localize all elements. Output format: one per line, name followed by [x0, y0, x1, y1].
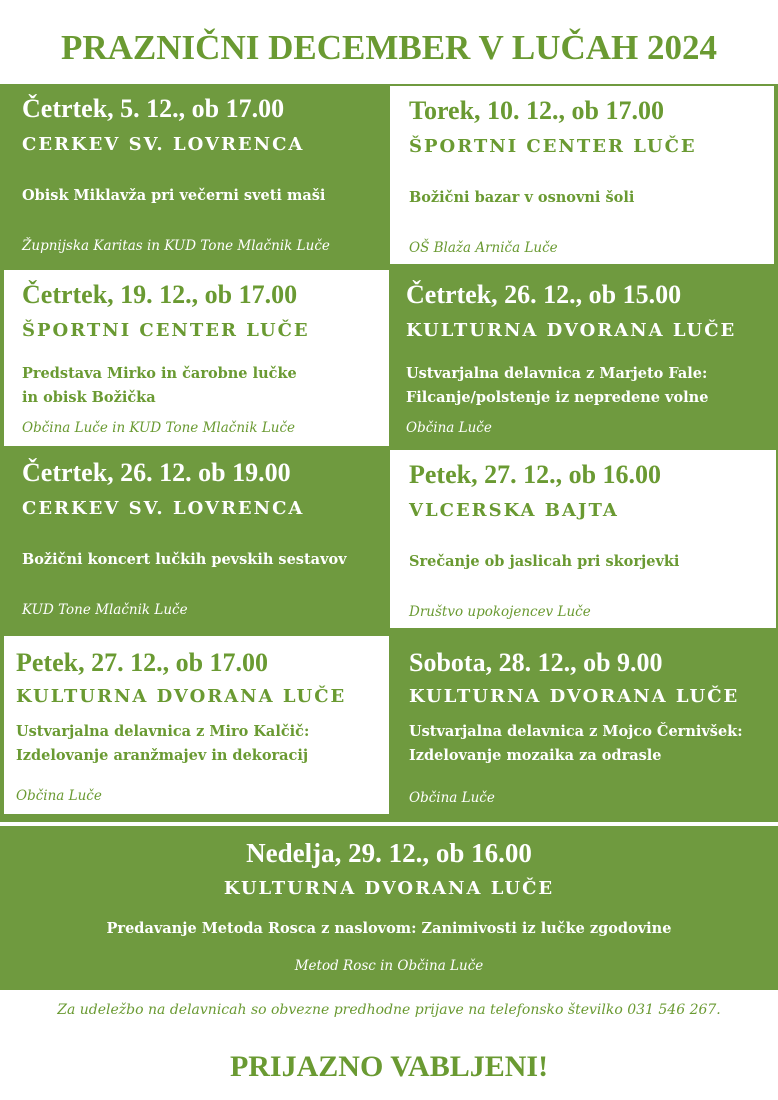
event-organizer: OŠ Blaža Arniča Luče — [409, 240, 558, 256]
final-event-banner — [0, 826, 778, 990]
event-venue: KULTURNA DVORANA LUČE — [406, 320, 737, 341]
event-description: Predstava Mirko in čarobne lučke in obisk Božička — [22, 365, 297, 406]
event-venue: KULTURNA DVORANA LUČE — [409, 686, 740, 707]
event-card — [390, 86, 774, 264]
event-organizer: Društvo upokojencev Luče — [409, 604, 591, 620]
event-description: Obisk Miklavža pri večerni sveti maši — [22, 187, 326, 204]
event-date: Petek, 27. 12., ob 17.00 — [16, 648, 269, 677]
event-date: Četrtek, 5. 12., ob 17.00 — [22, 94, 285, 123]
event-card — [390, 450, 776, 628]
event-organizer: Občina Luče — [409, 790, 495, 806]
closing-invitation: PRIJAZNO VABLJENI! — [229, 1050, 549, 1083]
final-event-organizer: Metod Rosc in Občina Luče — [294, 958, 484, 974]
event-card — [390, 270, 778, 446]
event-venue: ŠPORTNI CENTER LUČE — [22, 320, 310, 341]
registration-note: Za udeležbo na delavnicah so obvezne predhodne prijave na telefonsko številko 031 546 267. — [57, 1002, 721, 1018]
final-event-venue: KULTURNA DVORANA LUČE — [223, 878, 555, 899]
event-date: Četrtek, 26. 12. ob 19.00 — [22, 458, 291, 487]
events-grid — [0, 84, 778, 822]
event-organizer: Občina Luče in KUD Tone Mlačnik Luče — [22, 420, 296, 436]
event-date: Torek, 10. 12., ob 17.00 — [409, 96, 664, 125]
final-event-description: Predavanje Metoda Rosca z naslovom: Zanimivosti iz lučke zgodovine — [106, 920, 672, 937]
event-description: Ustvarjalna delavnica z Mojco Černivšek: Izdelovanje mozaika za odrasle — [409, 723, 743, 764]
event-venue: VLCERSKA BAJTA — [409, 500, 619, 521]
event-date: Petek, 27. 12., ob 16.00 — [409, 460, 662, 489]
event-organizer: Občina Luče — [16, 788, 102, 804]
final-event-date: Nedelja, 29. 12., ob 16.00 — [246, 838, 532, 868]
event-description: Božični bazar v osnovni šoli — [409, 189, 635, 206]
event-card — [0, 84, 388, 264]
event-venue: CERKEV SV. LOVRENCA — [22, 134, 305, 155]
event-venue: ŠPORTNI CENTER LUČE — [409, 136, 697, 157]
event-description: Ustvarjalna delavnica z Marjeto Fale: Filcanje/polstenje iz nepredene volne — [406, 365, 709, 406]
event-description: Srečanje ob jaslicah pri skorjevki — [409, 553, 680, 570]
event-venue: CERKEV SV. LOVRENCA — [22, 498, 305, 519]
event-date: Sobota, 28. 12., ob 9.00 — [409, 648, 663, 677]
event-date: Četrtek, 19. 12., ob 17.00 — [22, 280, 298, 309]
event-description: Ustvarjalna delavnica z Miro Kalčič: Izdelovanje aranžmajev in dekoracij — [16, 723, 310, 764]
event-date: Četrtek, 26. 12., ob 15.00 — [406, 280, 682, 309]
event-description: Božični koncert lučkih pevskih sestavov — [22, 551, 347, 568]
event-card — [4, 270, 389, 446]
event-organizer: Župnijska Karitas in KUD Tone Mlačnik Luče — [22, 238, 330, 254]
event-organizer: Občina Luče — [406, 420, 492, 436]
event-organizer: KUD Tone Mlačnik Luče — [22, 602, 188, 618]
event-card — [390, 636, 778, 816]
event-card — [0, 448, 388, 628]
page-title: PRAZNIČNI DECEMBER V LUČAH 2024 — [61, 28, 717, 67]
event-venue: KULTURNA DVORANA LUČE — [16, 686, 347, 707]
event-card — [4, 636, 389, 814]
